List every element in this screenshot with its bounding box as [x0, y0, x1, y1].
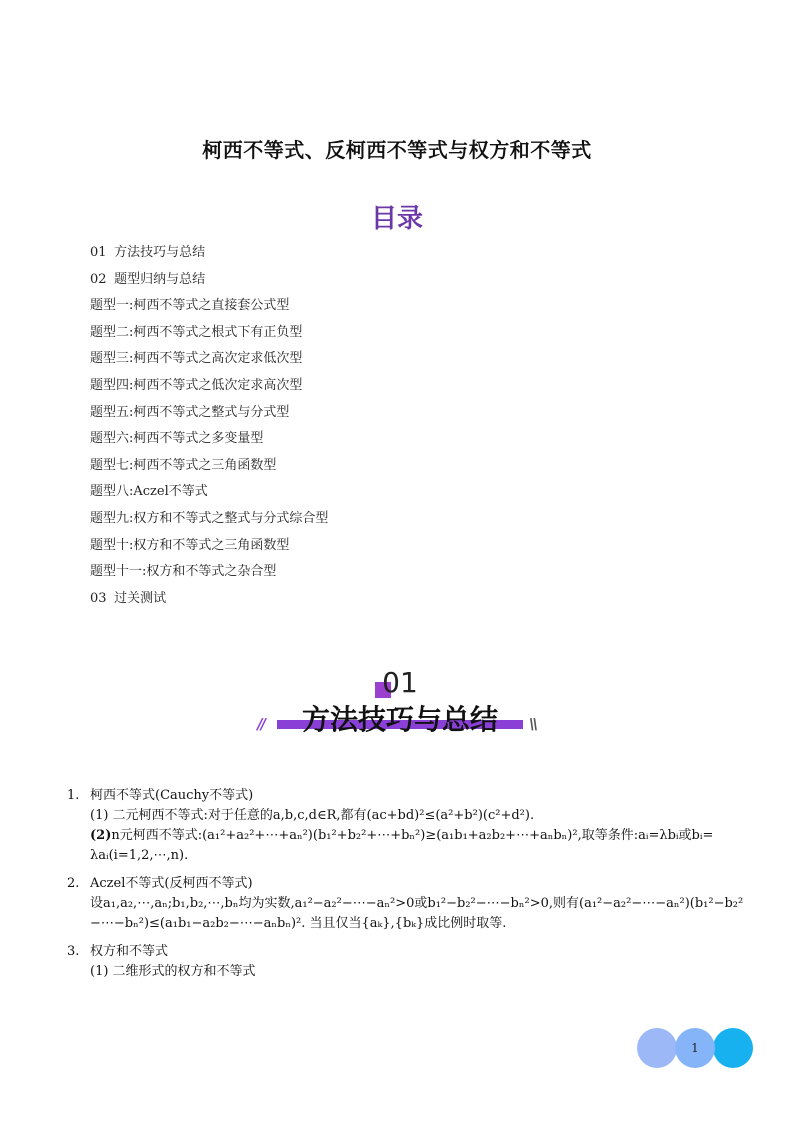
toc-item-label: 过关测试 — [114, 590, 167, 606]
toc-item-label: 题型八:Aczel不等式 — [90, 484, 208, 500]
toc-item-label: 题型十:权方和不等式之三角函数型 — [90, 537, 290, 553]
section-banner — [255, 668, 545, 740]
item-text: λaᵢ(i=1,2,⋯,n). — [90, 848, 189, 863]
badge-circle-left — [637, 1028, 677, 1068]
item-text: −⋯−bₙ²)≤(a₁b₁−a₂b₂−⋯−aₙbₙ)². 当且仅当{aₖ},{bₖ}成比例时取等. — [90, 916, 507, 931]
item-text: (1) 二元柯西不等式:对于任意的a,b,c,d∈R,都有(ac+bd)²≤(a²+b²)(c²+d²). — [90, 808, 535, 823]
toc-item-label: 题型九:权方和不等式之整式与分式综合型 — [90, 510, 329, 526]
item-heading: 柯西不等式(Cauchy不等式) — [90, 788, 254, 803]
toc-item-label: 题型五:柯西不等式之整式与分式型 — [90, 404, 290, 420]
toc-item-label: 题型七:柯西不等式之三角函数型 — [90, 457, 277, 473]
toc-item[interactable] — [90, 243, 328, 270]
list-item-power-mean — [67, 942, 732, 982]
slash-decoration-left: // — [255, 715, 266, 733]
toc-item[interactable] — [90, 562, 328, 589]
toc-item[interactable] — [90, 403, 328, 430]
toc-item-label: 题型归纳与总结 — [114, 271, 206, 287]
item-number: 3. — [67, 944, 80, 959]
toc-item-label: 题型四:柯西不等式之低次定求高次型 — [90, 377, 303, 393]
toc-item[interactable] — [90, 270, 328, 297]
toc-item[interactable] — [90, 456, 328, 483]
list-item-cauchy — [67, 786, 732, 866]
item-text: 设a₁,a₂,⋯,aₙ;b₁,b₂,⋯,bₙ均为实数,a₁²−a₂²−⋯−aₙ²>0或b₁²−b₂²−⋯−bₙ²>0,则有(a₁²−a₂²−⋯−aₙ²)(b₁²−b₂² — [90, 896, 744, 911]
toc-item-number: 03 — [90, 590, 107, 606]
document-title: 柯西不等式、反柯西不等式与权方和不等式 — [202, 138, 592, 162]
item-number: 1. — [67, 788, 80, 803]
page-number-badge — [637, 1028, 755, 1068]
section-content — [67, 786, 744, 990]
item-heading: Aczel不等式(反柯西不等式) — [90, 876, 253, 891]
toc-item-label: 题型二:柯西不等式之根式下有正负型 — [90, 324, 303, 340]
section-number: 01 — [382, 666, 418, 699]
toc-item[interactable] — [90, 536, 328, 563]
toc-item[interactable] — [90, 482, 328, 509]
toc-item[interactable] — [90, 429, 328, 456]
toc-item[interactable] — [90, 509, 328, 536]
toc-item-number: 02 — [90, 271, 107, 287]
toc-item-label: 题型三:柯西不等式之高次定求低次型 — [90, 351, 303, 367]
toc-item-label: 题型六:柯西不等式之多变量型 — [90, 431, 264, 447]
item-text: n元柯西不等式:(a₁²+a₂²+⋯+aₙ²)(b₁²+b₂²+⋯+bₙ²)≥(a₁b₁+a₂b₂+⋯+aₙbₙ)²,取等条件:aᵢ=λbᵢ或bᵢ= — [111, 828, 714, 843]
item-text-row — [67, 826, 732, 846]
badge-circle-right — [713, 1028, 753, 1068]
toc-item[interactable] — [90, 296, 328, 323]
page-number: 1 — [691, 1041, 699, 1055]
toc-item[interactable] — [90, 589, 328, 616]
item-number: 2. — [67, 876, 80, 891]
table-of-contents — [90, 243, 328, 615]
toc-item[interactable] — [90, 349, 328, 376]
toc-item-number: 01 — [90, 245, 107, 260]
slash-decoration-right: \\ — [527, 715, 538, 733]
list-item-aczel — [67, 874, 744, 934]
toc-heading: 目录 — [370, 204, 423, 234]
section-title: 方法技巧与总结 — [301, 703, 498, 736]
item-heading: 权方和不等式 — [90, 944, 169, 959]
toc-item-label: 题型十一:权方和不等式之杂合型 — [90, 564, 277, 580]
toc-item[interactable] — [90, 376, 328, 403]
toc-item-label: 题型一:柯西不等式之直接套公式型 — [90, 298, 290, 314]
item-text: (1) 二维形式的权方和不等式 — [90, 964, 256, 979]
toc-item-label: 方法技巧与总结 — [114, 245, 206, 260]
item-subnumber: (2) — [90, 828, 112, 843]
toc-item[interactable] — [90, 323, 328, 350]
